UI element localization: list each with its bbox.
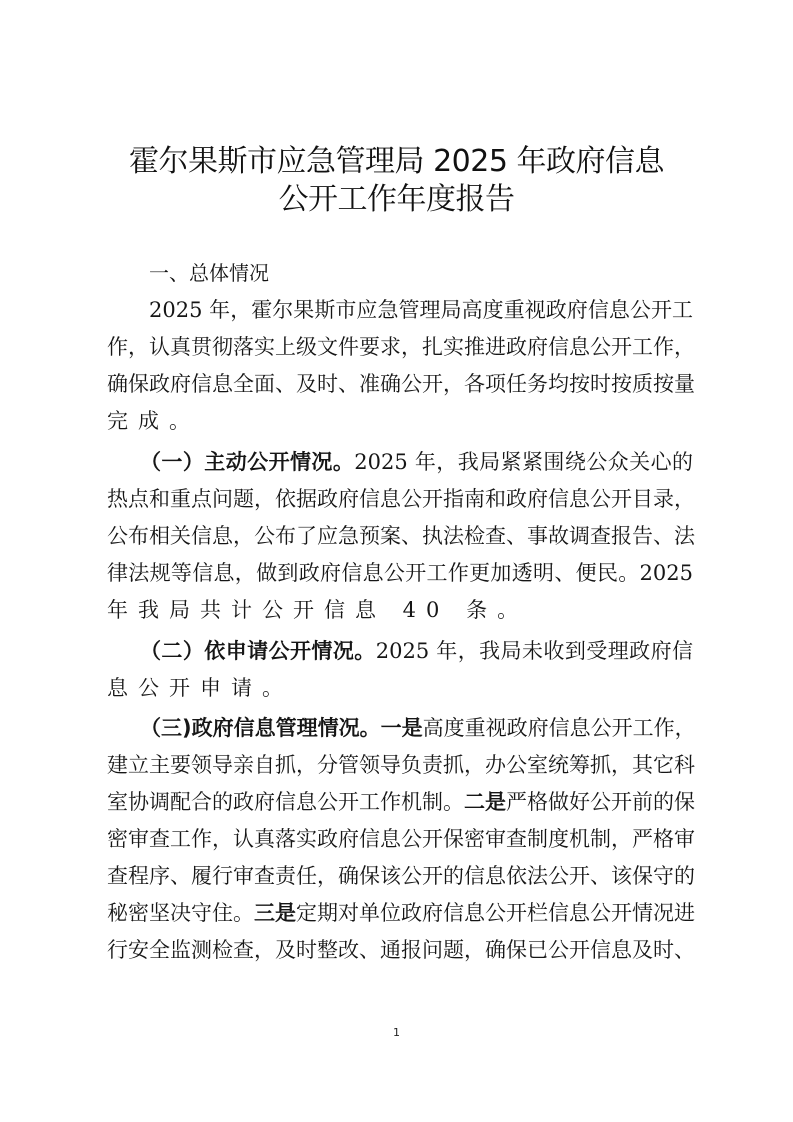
paragraph-line: 建立主要领导亲自抓，分管领导负责抓，办公室统筹抓，其它科 — [107, 753, 695, 777]
paragraph-line: 2025 年，霍尔果斯市应急管理局高度重视政府信息公开工 — [149, 298, 693, 322]
paragraph-line: 完成。 — [107, 409, 200, 433]
paragraph-line: 作，认真贯彻落实上级文件要求，扎实推进政府信息公开工作， — [107, 335, 695, 359]
subsection-3-text: 高度重视政府信息公开工作， — [422, 716, 696, 740]
subsection-2-text: 2025 年，我局未收到受理政府信 — [375, 639, 694, 663]
document-title-line-2: 公开工作年度报告 — [278, 182, 515, 217]
paragraph-line: 密审查工作，认真落实政府信息公开保密审查制度机制，严格审 — [107, 827, 695, 851]
paragraph-text: 定期对单位政府信息公开栏信息公开情况进 — [296, 901, 695, 925]
paragraph-line: 热点和重点问题，依据政府信息公开指南和政府信息公开目录， — [107, 487, 695, 511]
paragraph-line: 年我局共计公开信息 40 条。 — [107, 598, 529, 622]
subsection-1-text: 2025 年，我局紧紧围绕公众关心的 — [354, 450, 693, 474]
subsection-1-first-line — [140, 447, 693, 477]
subsection-1-label: （一）主动公开情况。 — [140, 450, 355, 474]
subsection-2-label: （二）依申请公开情况。 — [140, 639, 376, 663]
paragraph-line — [107, 898, 693, 928]
page-number: 1 — [393, 1026, 400, 1039]
subsection-3-first-line — [140, 713, 696, 743]
paragraph-line: 行安全监测检查，及时整改、通报问题，确保已公开信息及时、 — [107, 938, 695, 962]
subsection-2-first-line — [140, 636, 693, 666]
paragraph-line: 查程序、履行审查责任，确保该公开的信息依法公开、该保守的 — [107, 864, 695, 888]
paragraph-text: 秘密坚决守住。 — [107, 901, 254, 925]
paragraph-line: 公布相关信息，公布了应急预案、执法检查、事故调查报告、法 — [107, 524, 695, 548]
section-heading: 一、总体情况 — [149, 261, 269, 285]
paragraph-line: 律法规等信息，做到政府信息公开工作更加透明、便民。2025 — [107, 561, 693, 585]
paragraph-line: 确保政府信息全面、及时、准确公开，各项任务均按时按质按量 — [107, 372, 695, 396]
paragraph-text: 室协调配合的政府信息公开工作机制。 — [107, 790, 464, 814]
paragraph-text: 严格做好公开前的保 — [506, 790, 695, 814]
subsection-3-label: （三)政府信息管理情况。 — [140, 716, 381, 740]
point-3-label: 三是 — [254, 901, 296, 925]
paragraph-line: 息公开申请。 — [107, 676, 293, 700]
paragraph-line — [107, 787, 693, 817]
document-title-line-1: 霍尔果斯市应急管理局 2025 年政府信息 — [129, 144, 664, 179]
point-2-label: 二是 — [464, 790, 506, 814]
point-1-label: 一是 — [380, 716, 423, 740]
